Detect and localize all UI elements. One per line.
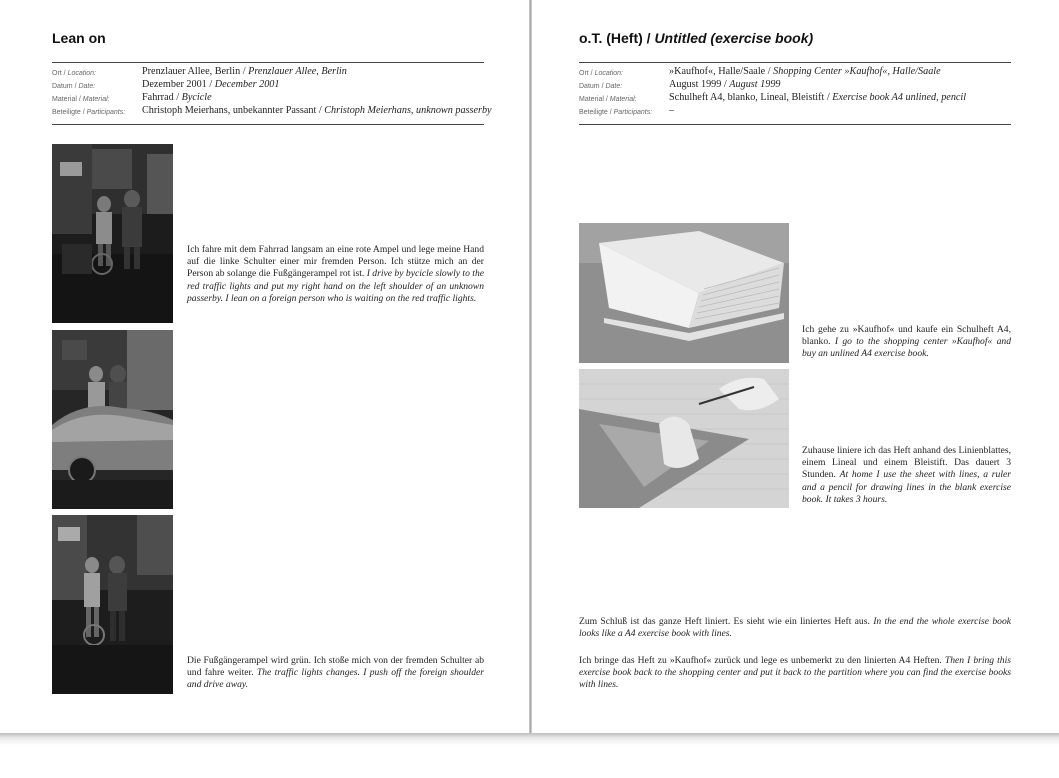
meta-row-material: Material / Material: Fahrrad / Bycicle — [52, 92, 212, 103]
metadata-table — [579, 65, 966, 117]
paragraph-buy-book: Ich gehe zu »Kaufhof« und kaufe ein Schulheft A4, blanko. I go to the shopping center »Kaufhof« and buy an unlined A4 exercise book. — [802, 324, 1011, 360]
paragraph-lean-start: Ich fahre mit dem Fahrrad langsam an eine rote Ampel und lege meine Hand auf die linke Schulter einer mir fremden Person. Ich stütze mich an der Person ab solange die Fußgängerampel rot ist. I drive by bycicle slowly to the red traffic lights and put my right hand on the left shoulder of an unknown passerby. I lean on a foreign person who is waiting on the red traffic lights. — [187, 244, 485, 304]
photo-night-street-1 — [52, 144, 173, 323]
paragraph-ruling: Zuhause liniere ich das Heft anhand des Linienblattes, einem Lineal und einem Bleistift. Das dauert 3 Stunden. At home I use the sheet with lines, a ruler and a pencil for drawing lines in the blank exercise book. It takes 3 hours. — [802, 445, 1011, 505]
meta-row-date: Datum / Date: Dezember 2001 / December 2001 — [52, 79, 280, 90]
meta-row-participants: Beteiligte / Participants: – — [579, 105, 675, 116]
top-rule — [579, 62, 1011, 63]
page-shadow — [0, 733, 1059, 745]
top-rule — [52, 62, 484, 63]
meta-row-material: Material / Material: Schulheft A4, blanko, Lineal, Bleistift / Exercise book A4 unlined, pencil — [579, 92, 967, 103]
photo-ruling-lines — [579, 369, 789, 508]
metadata-table — [52, 65, 492, 117]
meta-row-participants: Beteiligte / Participants: Christoph Meierhans, unbekannter Passant / Christoph Meierhans, unknown passerby — [52, 105, 492, 116]
meta-row-location: Ort / Location: »Kaufhof«, Halle/Saale / Shopping Center »Kaufhof«, Halle/Saale — [579, 66, 941, 77]
right-page — [532, 0, 1059, 733]
photo-night-street-2 — [52, 330, 173, 509]
left-page — [0, 0, 529, 733]
photo-exercise-book — [579, 223, 789, 363]
bottom-rule — [52, 124, 484, 125]
bottom-rule — [579, 124, 1011, 125]
page-title: o.T. (Heft) / Untitled (exercise book) — [579, 30, 814, 46]
paragraph-return: Ich bringe das Heft zu »Kaufhof« zurück und lege es unbemerkt zu den linierten A4 Heften. Then I bring this exercise book back to the shopping center and put it back to the partition where you can find the exercise books with lines. — [579, 655, 1011, 691]
meta-row-date: Datum / Date: August 1999 / August 1999 — [579, 79, 781, 90]
page-title: Lean on — [52, 30, 106, 46]
paragraph-finished: Zum Schluß ist das ganze Heft liniert. Es sieht wie ein liniertes Heft aus. In the end the whole exercise book looks like a A4 exercise book with lines. — [579, 616, 1012, 640]
paragraph-lean-end: Die Fußgängerampel wird grün. Ich stoße mich von der fremden Schulter ab und fahre weiter. The traffic lights changes. I push off the foreign shoulder and drive away. — [187, 655, 484, 691]
meta-row-location: Ort / Location: Prenzlauer Allee, Berlin / Prenzlauer Allee, Berlin — [52, 66, 347, 77]
photo-night-street-3 — [52, 515, 173, 694]
